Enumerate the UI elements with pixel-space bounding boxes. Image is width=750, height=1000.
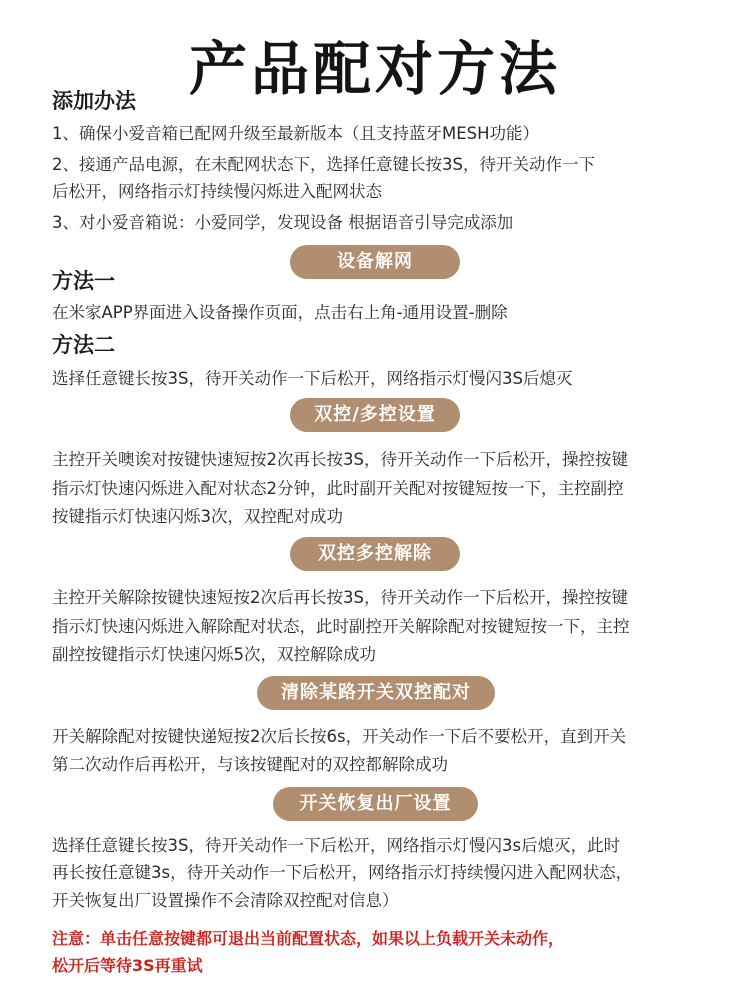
add-heading: 添加办法 bbox=[52, 89, 136, 113]
dual-line: 指示灯快速闪烁进入配对状态2分钟，此时副开关配对按键短按一下，主控副控 bbox=[52, 479, 624, 498]
note-line: 松开后等待3S再重试 bbox=[52, 956, 203, 975]
method1-heading: 方法一 bbox=[52, 269, 115, 293]
method1-text: 在米家APP界面进入设备操作页面，点击右上角-通用设置-删除 bbox=[52, 303, 508, 322]
section-pill-unbind: 设备解网 bbox=[290, 245, 460, 279]
section-pill-clear: 清除某路开关双控配对 bbox=[257, 676, 495, 710]
dual-remove-line: 副控按键指示灯快速闪烁5次，双控解除成功 bbox=[52, 645, 376, 664]
clear-line: 第二次动作后再松开，与该按键配对的双控都解除成功 bbox=[52, 755, 448, 774]
section-pill-reset: 开关恢复出厂设置 bbox=[273, 787, 478, 821]
clear-line: 开关解除配对按键快递短按2次后长按6s，开关动作一下后不要松开，直到开关 bbox=[52, 727, 627, 746]
add-line: 后松开，网络指示灯持续慢闪烁进入配网状态 bbox=[52, 182, 382, 201]
add-line: 1、确保小爱音箱已配网升级至最新版本（且支持蓝牙MESH功能） bbox=[52, 124, 540, 143]
dual-remove-line: 指示灯快速闪烁进入解除配对状态，此时副控开关解除配对按键短按一下，主控 bbox=[52, 617, 630, 636]
section-pill-dual-remove: 双控多控解除 bbox=[290, 537, 460, 571]
dual-line: 主控开关噢诶对按键快速短按2次再长按3S，待开关动作一下后松开，操控按键 bbox=[52, 450, 628, 469]
reset-line: 再长按任意键3s，待开关动作一下后松开，网络指示灯持续慢闪进入配网状态， bbox=[52, 863, 633, 882]
dual-remove-line: 主控开关解除按键快速短按2次后再长按3S，待开关动作一下后松开，操控按键 bbox=[52, 588, 628, 607]
add-line: 3、对小爱音箱说：小爱同学，发现设备 根据语音引导完成添加 bbox=[52, 213, 514, 232]
method2-heading: 方法二 bbox=[52, 333, 115, 357]
reset-line: 开关恢复出厂设置操作不会清除双控配对信息） bbox=[52, 891, 399, 910]
add-line: 2、接通产品电源，在未配网状态下，选择任意键长按3S，待开关动作一下 bbox=[52, 155, 595, 174]
reset-line: 选择任意键长按3S，待开关动作一下后松开，网络指示灯慢闪3s后熄灭，此时 bbox=[52, 836, 621, 855]
note-line: 注意：单击任意按键都可退出当前配置状态，如果以上负载开关未动作， bbox=[52, 929, 565, 948]
dual-line: 按键指示灯快速闪烁3次，双控配对成功 bbox=[52, 507, 343, 526]
method2-text: 选择任意键长按3S，待开关动作一下后松开，网络指示灯慢闪3S后熄灭 bbox=[52, 369, 573, 388]
page-title: 产品配对方法 bbox=[188, 35, 561, 103]
section-pill-dual: 双控/多控设置 bbox=[290, 398, 460, 432]
